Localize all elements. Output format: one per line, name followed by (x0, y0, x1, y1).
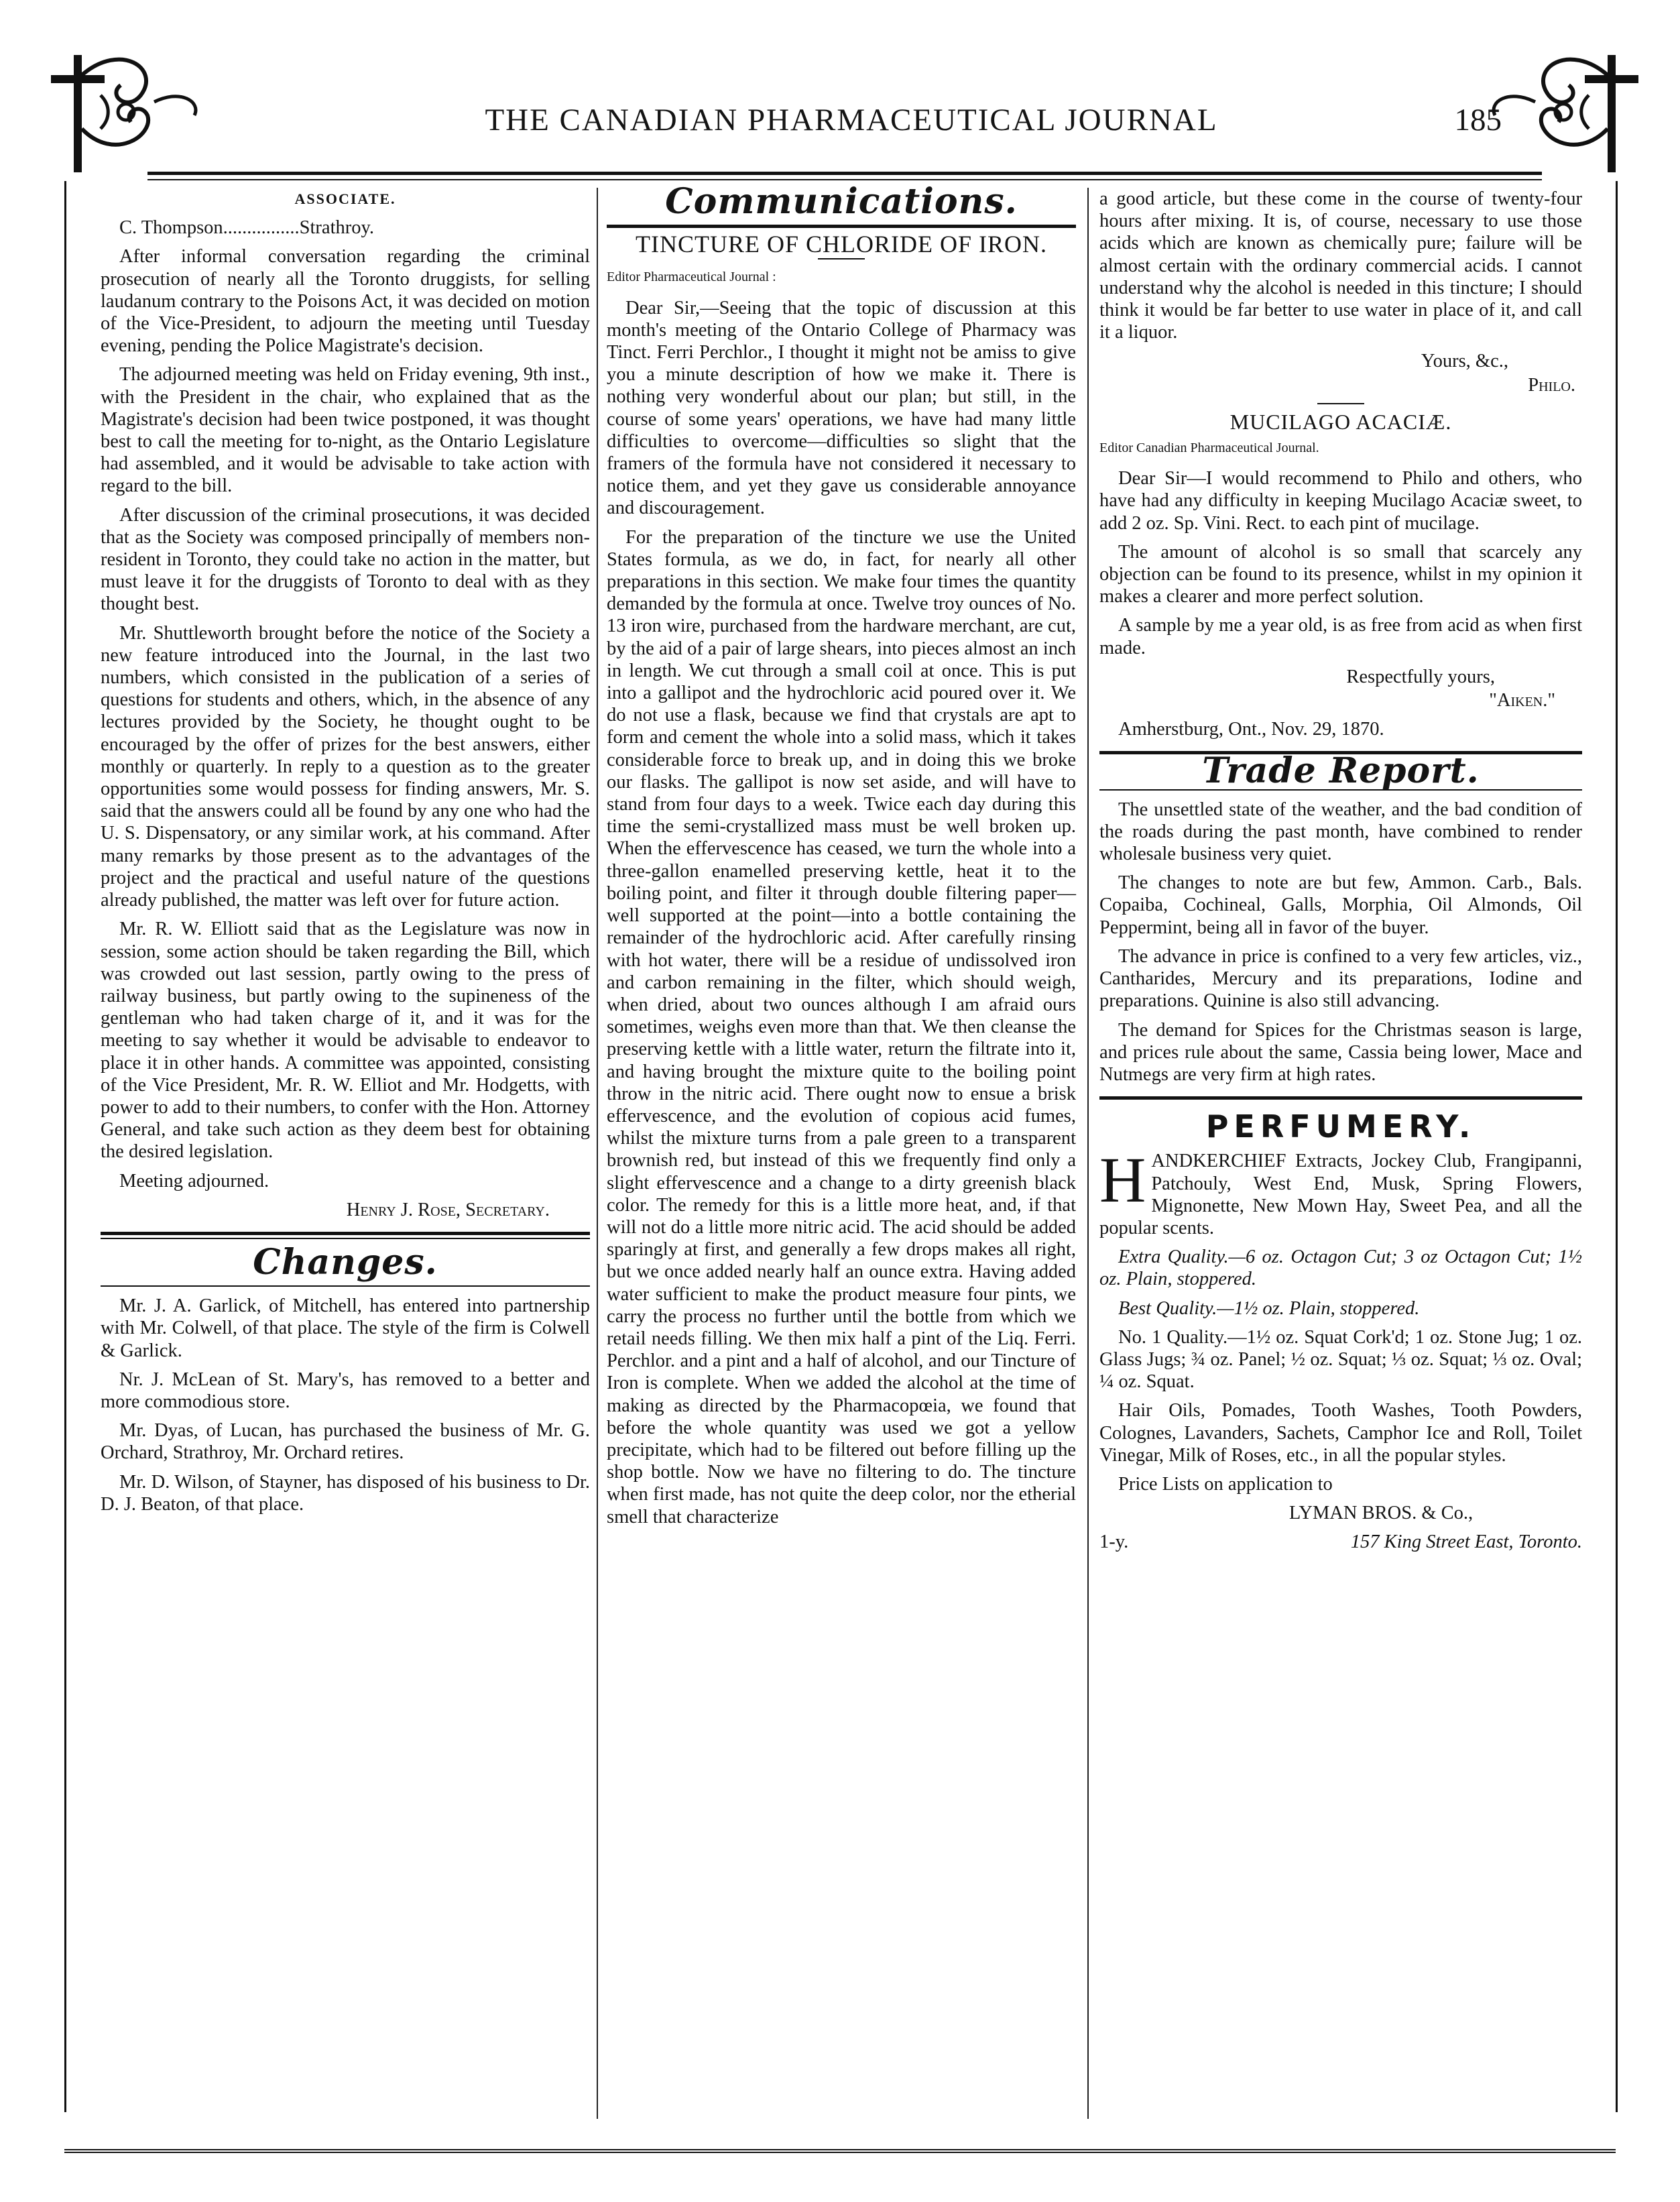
column-right (1099, 188, 1582, 1554)
corner-ornament-icon (47, 48, 215, 176)
place-date: Amherstburg, Ont., Nov. 29, 1870. (1118, 719, 1384, 740)
column-divider (1087, 188, 1089, 2119)
paragraph: The demand for Spices for the Christmas season is large, and prices rule about the same, Cassia being lower, Mace and Nutmegs are very firm at high rates. (1099, 1019, 1582, 1085)
article-title: TINCTURE OF CHLORIDE OF IRON. (636, 231, 1047, 258)
section-rule (101, 1285, 590, 1287)
change-item: Mr. J. A. Garlick, of Mitchell, has entered into partnership with Mr. Colwell, of that place. The style of the firm is Colwell & Garlick. (101, 1295, 590, 1361)
vendor-name: LYMAN BROS. & Co., (1288, 1503, 1474, 1524)
signature: Philo. (1528, 374, 1575, 396)
paragraph: Dear Sir—I would recommend to Philo and others, who have had any difficulty in keeping Mucilago Acaciæ sweet, to add 2 oz. Sp. Vini. Rect. to each pint of mucilage. (1099, 468, 1582, 534)
title-rule (1317, 403, 1364, 404)
associate-heading: ASSOCIATE. (294, 190, 396, 207)
changes-heading: Changes. (253, 1241, 438, 1283)
vendor-footer (1099, 1531, 1582, 1553)
closing: Respectfully yours, (1346, 666, 1495, 687)
secretary-signature: Henry J. Rose, Secretary. (346, 1199, 550, 1220)
paragraph: After discussion of the criminal prosecutions, it was decided that as the Society was composed principally of members non-resident in Toronto, they could take no action in the matter, but must leave it for the druggists of Toronto to deal with as they thought best. (101, 504, 590, 615)
corner-ornament-icon (1475, 48, 1642, 176)
perfumery-ad-title: PERFUMERY. (1205, 1108, 1476, 1145)
title-rule (818, 258, 865, 259)
paragraph: The changes to note are but few, Ammon. Carb., Bals. Copaiba, Cochineal, Galls, Morphia, Oil Almonds, Oil Peppermint, being all in favor of the buyer. (1099, 872, 1582, 938)
section-rule (101, 1232, 590, 1235)
communications-heading: Communications. (665, 181, 1018, 222)
paragraph: For the preparation of the tincture we use the United States formula, as we do, in fact, for nearly all other preparations in this section. We make four times the quantity demanded by the formula at once. Twelve troy ounces of No. 13 iron wire, purchased from the hardware merchant, are cut, by the aid of a pair of large shears, into pieces almost an inch in length. We cut through a small coil at once. This is put into a gallipot and the hydrochloric acid poured over it. We do not use a flask, because we find that crystals are apt to form and cement the whole into a solid mass, which it takes considerable force to break up, and in doing this we broke our flasks. The gallipot is now set aside, and will have to stand from four days to a week. Twice each day during this time the semi-crystallized mass must be well broken up. When the effervescence has ceased, we turn the whole into a three-gallon enamelled preserving kettle, heat it to the boiling point, and filter it through double filtering paper—well supported at the point—into a bottle containing the remainder of the hydrochloric acid. After carefully rinsing with hot water, there will be a residue of undissolved iron and carbon remaining in the filter, which should weigh, when dried, about two ounces although I am afraid ours sometimes, weighs even more than that. We then cleanse the preserving kettle with a little water, return the filtrate into it, and having brought the mixture quite to the boiling point throw in the nitric acid. There ought now to ensue a brisk effervescence, and the evolution of copious acid fumes, whilst the mixture turns from a pale green to a transparent brownish red, but instead of this we frequently find only a slight effervescence and a change to a dirty greenish black color. The remedy for this is a little more heat, and, if that will not do a little more nitric acid. The acid should be added sparingly at first, and generally a few drops makes all right, but we once added nearly half an ounce extra. Having added water sufficient to make the product measure four pints, we carry the process no further until the bottle from which we retail needs filling. We then mix half a pint of the Liq. Ferri. Perchlor. and a pint and a half of alcohol, and our Tincture of Iron is complete. When we added the alcohol at the time of making as directed by the Pharmacopœia, we found that before the whole quantity was used we got a yellow precipitate, which had to be filtered out before filling up the shop bottle. Now we have no filtering to do. The tincture when first made, has not quite the deep color, nor the etherial smell that characterize (607, 526, 1076, 1527)
paragraph: The advance in price is confined to a very few articles, viz., Cantharides, Mercury and its preparations, Iodine and preparations. Quinine is also still advancing. (1099, 945, 1582, 1012)
perfumery-intro-text: ANDKERCHIEF Extracts, Jockey Club, Frangipanni, Patchouly, West End, Musk, Spring Flowers, Mignonette, New Mown Hay, Sweet Pea, and all the popular scents. (1099, 1151, 1582, 1238)
ad-code: 1-y. (1099, 1531, 1129, 1553)
drop-cap: H (1099, 1144, 1146, 1216)
section-rule (101, 1238, 590, 1239)
editor-address: Editor Pharmaceutical Journal : (607, 270, 776, 285)
article-title: MUCILAGO ACACIÆ. (1229, 409, 1452, 434)
change-item: Mr. D. Wilson, of Stayner, has disposed of his business to Dr. D. J. Beaton, of that place. (101, 1471, 590, 1515)
ad-line: Hair Oils, Pomades, Tooth Washes, Tooth Powders, Colognes, Lavanders, Sachets, Camphor Ice and Roll, Toilet Vinegar, Milk of Roses, etc., in all the popular styles. (1099, 1400, 1582, 1466)
editor-address: Editor Canadian Pharmaceutical Journal. (1099, 441, 1319, 456)
change-item: Nr. J. McLean of St. Mary's, has removed to a better and more commodious store. (101, 1369, 590, 1412)
ad-line: No. 1 Quality.—1½ oz. Squat Cork'd; 1 oz. Stone Jug; 1 oz. Glass Jugs; ¾ oz. Panel; ½ oz. Squat; ⅓ oz. Squat; ⅓ oz. Oval; ¼ oz. Squat. (1099, 1326, 1582, 1393)
trade-report-heading: Trade Report. (1202, 750, 1480, 792)
section-rule (607, 225, 1076, 228)
paragraph: a good article, but these come in the course of twenty-four hours after mixing. It is, of course, necessary to use those acids which are known as chemically pure; failure will be almost certain with the ordinary commercial acids. I cannot understand why the alcohol is needed in this tincture; I should think it would be far better to use water in place of it, and call it a liquor. (1099, 188, 1582, 343)
vendor-address: 157 King Street East, Toronto. (1350, 1531, 1582, 1553)
paragraph: Dear Sir,—Seeing that the topic of discussion at this month's meeting of the Ontario College of Pharmacy was Tinct. Ferri Perchlor., I thought it might not be amiss to give you a minute description of how we make it. There is nothing very wonderful about our plan; but still, in the course of some years' operations, we have had many little difficulties to overcome—difficulties so slight that the framers of the formula have not considered it necessary to notice them, and yet they gave us considerable annoyance and discouragement. (607, 297, 1076, 519)
associate-line: C. Thompson................Strathroy. (119, 217, 375, 239)
paragraph: Mr. Shuttleworth brought before the notice of the Society a new feature introduced into the Journal, in the last two numbers, which consisted in the publication of a series of questions for students and others, which, in the absence of any lectures provided by the Society, he thought ought to be encouraged by the offer of prizes for the best answers, either monthly or quarterly. In reply to a question as to the greater opportunities some would possess for finding answers, Mr. S. said that the answers could all be found by any one who had the U. S. Dispensatory, or any similar work, at his command. After many remarks by those present as to the advantages of the project and the practical and useful nature of the questions already published, the matter was left over for future action. (101, 622, 590, 911)
paragraph: Mr. R. W. Elliott said that as the Legislature was now in session, some action should be taken regarding the Bill, which was crowded out last session, partly owing to the press of railway business, but partly owing to the supineness of the gentleman who had taken charge of it, and it was for the meeting to say whether it would be advisable to endeavor to place it in other hands. A committee was appointed, consisting of the Vice President, Mr. R. W. Elliot and Mr. Hodgetts, with power to add to their numbers, to confer with the Hon. Attorney General, and take such action as they deem best for obtaining the desired legislation. (101, 919, 590, 1163)
column-left (101, 188, 590, 1522)
section-rule (1099, 1096, 1582, 1100)
left-border-rule (64, 181, 66, 2112)
ad-line: Extra Quality.—6 oz. Octagon Cut; 3 oz Octagon Cut; 1½ oz. Plain, stoppered. (1099, 1247, 1582, 1290)
running-title: THE CANADIAN PHARMACEUTICAL JOURNAL (485, 103, 1218, 137)
page-number: 185 (1454, 103, 1502, 137)
signature: "Aiken." (1489, 690, 1555, 711)
page-header (47, 40, 1642, 181)
change-item: Mr. Dyas, of Lucan, has purchased the business of Mr. G. Orchard, Strathroy, Mr. Orchard retires. (101, 1420, 590, 1464)
header-rule (147, 172, 1542, 175)
paragraph: The adjourned meeting was held on Friday evening, 9th inst., with the President in the chair, who explained that as the Magistrate's decision had been twice postponed, it was thought best to call the meeting for to-night, as the Ontario Legislature had assembled, and it would be advisable to take action with regard to the bill. (101, 364, 590, 497)
footer-rule (64, 2149, 1616, 2153)
paragraph: A sample by me a year old, is as free from acid as when first made. (1099, 615, 1582, 658)
perfumery-intro (1099, 1144, 1582, 1239)
paragraph: After informal conversation regarding the criminal prosecution of nearly all the Toronto druggists, for selling laudanum contrary to the Poisons Act, it was decided on motion of the Vice-President, to adjourn the meeting until Tuesday evening, pending the Police Magistrate's decision. (101, 246, 590, 357)
closing: Yours, &c., (1421, 351, 1508, 372)
column-middle (607, 181, 1076, 1535)
right-border-rule (1616, 181, 1618, 2112)
column-divider (597, 188, 598, 2119)
paragraph: The unsettled state of the weather, and the bad condition of the roads during the past month, have combined to render wholesale business very quiet. (1099, 799, 1582, 865)
ad-line: Best Quality.—1½ oz. Plain, stoppered. (1118, 1297, 1420, 1319)
paragraph: Meeting adjourned. (119, 1170, 269, 1192)
ad-line: Price Lists on application to (1118, 1473, 1333, 1495)
header-rule (147, 179, 1542, 180)
paragraph: The amount of alcohol is so small that scarcely any objection can be found to its presence, whilst in my opinion it makes a clearer and more perfect solution. (1099, 541, 1582, 607)
